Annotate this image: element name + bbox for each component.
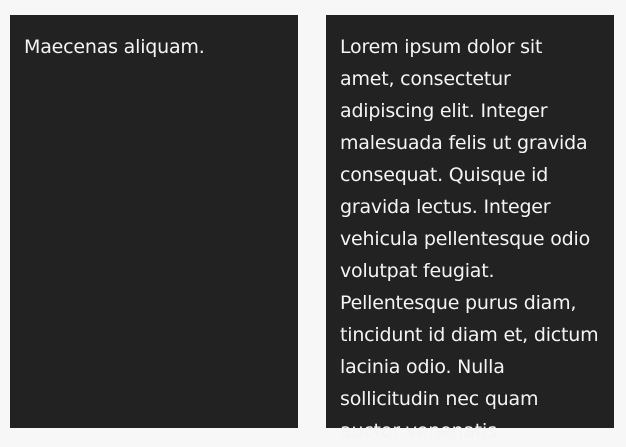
left-card-text: Maecenas aliquam.: [24, 36, 205, 58]
right-card-text: Lorem ipsum dolor sit amet, consectetur adipiscing elit. Integer malesuada felis ut gravida consequat. Quisque id gravida lectus. Integer vehicula pellentesque odio volutpat feugiat. Pellentesque purus diam, tincidunt id diam et, dictum lacinia odio. Nulla sollicitudin nec quam auctor venenatis.: [340, 36, 599, 442]
left-card: [10, 15, 298, 428]
right-card: [326, 15, 614, 442]
